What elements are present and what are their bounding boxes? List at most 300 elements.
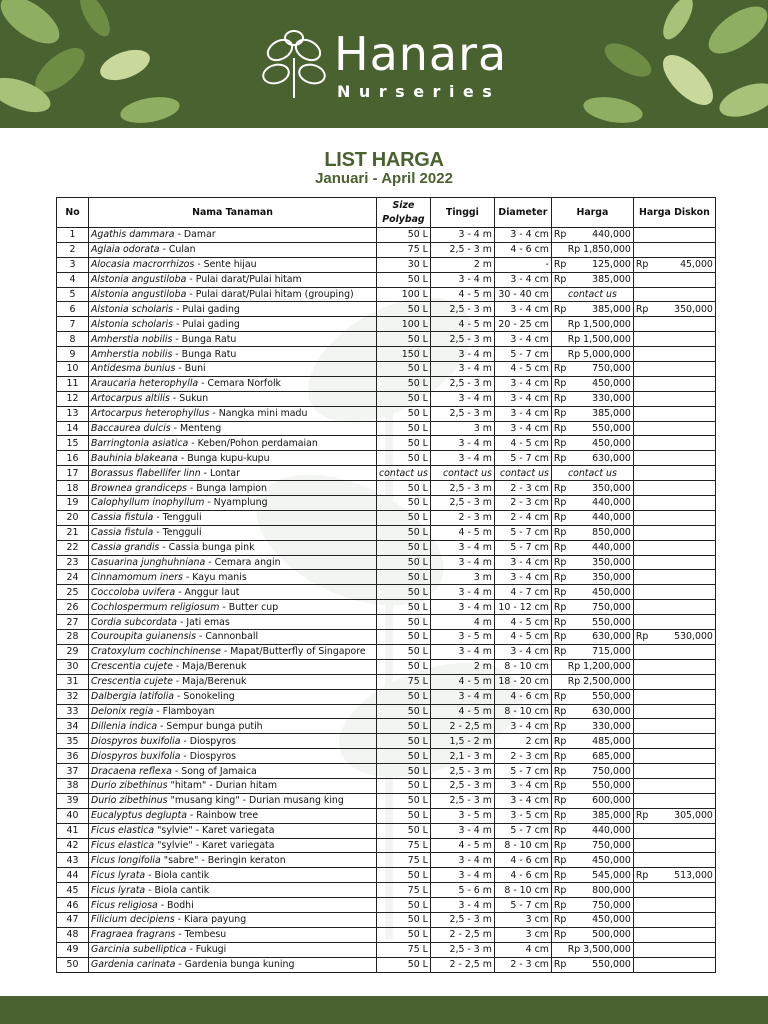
cell-diskon	[633, 451, 715, 466]
cell-diameter	[494, 630, 551, 645]
table-row	[57, 942, 716, 957]
tinggi-value: 2,5 - 3 m	[449, 914, 492, 926]
price-value: 550,000	[592, 691, 631, 703]
cell-harga	[551, 451, 633, 466]
cell-size	[377, 674, 431, 689]
cell-diskon	[633, 421, 715, 436]
row-number: 42	[66, 839, 79, 851]
discount-value: 350,000	[674, 303, 713, 315]
latin-name: Amherstia nobilis	[91, 333, 173, 345]
cell-name	[89, 927, 377, 942]
cell-name	[89, 644, 377, 659]
cell-harga	[551, 540, 633, 555]
size-value: 50 L	[407, 631, 428, 643]
price-value: Rp 1,500,000	[567, 333, 631, 345]
cell-diskon	[633, 734, 715, 749]
cell-name	[89, 793, 377, 808]
size-value: 50 L	[407, 691, 428, 703]
row-number: 16	[66, 452, 79, 464]
cell-no	[57, 317, 89, 332]
table-row	[57, 451, 716, 466]
cell-tinggi	[430, 451, 494, 466]
cell-harga	[551, 570, 633, 585]
cell-tinggi	[430, 585, 494, 600]
size-value: 100 L	[401, 289, 428, 300]
common-name: - Cemara Norfolk	[198, 378, 281, 390]
cell-harga	[551, 391, 633, 406]
cell-name	[89, 376, 377, 391]
size-value: 50 L	[407, 765, 428, 777]
price-currency: Rp	[553, 393, 567, 405]
latin-name: Gardenia carinata	[91, 959, 176, 971]
tinggi-value: 3 - 4 m	[458, 229, 492, 241]
table-row	[57, 898, 716, 913]
latin-name: Garcinia subelliptica	[91, 944, 187, 956]
diameter-value: 3 - 4 cm	[510, 274, 549, 286]
cell-tinggi	[430, 242, 494, 257]
price-value: 750,000	[592, 601, 631, 613]
size-value: 50 L	[407, 646, 428, 658]
row-number: 14	[66, 423, 79, 435]
column-header-harga: Harga	[551, 198, 633, 228]
discount-value: 530,000	[674, 631, 713, 643]
cell-diameter	[494, 510, 551, 525]
cell-no	[57, 689, 89, 704]
cell-diskon	[633, 510, 715, 525]
cell-no	[57, 764, 89, 779]
common-name: - Bunga lampion	[186, 482, 267, 494]
cell-tinggi	[430, 600, 494, 615]
price-value: 450,000	[592, 914, 631, 926]
tinggi-value: 4 - 5 m	[458, 705, 492, 717]
cell-tinggi	[430, 793, 494, 808]
cell-tinggi	[430, 496, 494, 511]
common-name: - Cemara angin	[205, 557, 281, 569]
table-row	[57, 734, 716, 749]
diameter-value: contact us	[500, 467, 549, 479]
price-currency: Rp	[553, 586, 567, 598]
tinggi-value: 3 - 4 m	[458, 452, 492, 464]
cell-size	[377, 302, 431, 317]
cell-size	[377, 362, 431, 377]
common-name: "sabre" - Beringin keraton	[160, 854, 286, 866]
cell-size	[377, 257, 431, 272]
size-value: 50 L	[407, 899, 428, 911]
latin-name: Cratoxylum cochinchinense	[91, 646, 221, 658]
cell-tinggi	[430, 272, 494, 287]
table-row	[57, 481, 716, 496]
tinggi-value: 3 - 4 m	[458, 393, 492, 405]
cell-no	[57, 600, 89, 615]
cell-diskon	[633, 287, 715, 302]
cell-no	[57, 734, 89, 749]
discount-currency: Rp	[635, 303, 649, 315]
price-currency: Rp	[553, 869, 567, 881]
cell-size	[377, 749, 431, 764]
cell-diskon	[633, 332, 715, 347]
cell-size	[377, 317, 431, 332]
size-value: 50 L	[407, 512, 428, 524]
cell-name	[89, 570, 377, 585]
common-name: "sylvie" - Karet variegata	[154, 825, 275, 837]
cell-tinggi	[430, 570, 494, 585]
price-currency: Rp	[553, 542, 567, 554]
cell-tinggi	[430, 615, 494, 630]
cell-tinggi	[430, 421, 494, 436]
cell-diskon	[633, 481, 715, 496]
row-number: 45	[66, 884, 79, 896]
common-name: - Sonokeling	[174, 691, 235, 703]
price-value: 630,000	[592, 631, 631, 643]
cell-harga	[551, 257, 633, 272]
tinggi-value: 3 - 4 m	[458, 601, 492, 613]
diameter-value: 4 - 5 cm	[510, 616, 549, 628]
cell-no	[57, 362, 89, 377]
common-name: "hitam" - Durian hitam	[167, 780, 278, 792]
cell-size	[377, 451, 431, 466]
cell-tinggi	[430, 525, 494, 540]
cell-harga	[551, 406, 633, 421]
row-number: 41	[66, 825, 79, 837]
price-currency: Rp	[553, 423, 567, 435]
cell-diskon	[633, 317, 715, 332]
common-name: - Nangka mini madu	[209, 408, 308, 420]
cell-harga	[551, 510, 633, 525]
common-name: - Mapat/Butterfly of Singapore	[220, 646, 366, 658]
tinggi-value: 3 - 4 m	[458, 899, 492, 911]
cell-harga	[551, 332, 633, 347]
cell-tinggi	[430, 376, 494, 391]
size-value: 100 L	[401, 318, 428, 330]
cell-tinggi	[430, 808, 494, 823]
diameter-value: 5 - 7 cm	[510, 452, 549, 464]
cell-harga	[551, 496, 633, 511]
price-value: 600,000	[592, 795, 631, 807]
common-name: - Cannonball	[195, 631, 259, 643]
common-name: - Pulai gading	[173, 303, 240, 315]
price-currency: Rp	[553, 512, 567, 524]
diameter-value: 20 - 25 cm	[498, 318, 549, 330]
row-number: 50	[66, 959, 79, 971]
cell-size	[377, 510, 431, 525]
cell-diameter	[494, 704, 551, 719]
latin-name: Alstonia scholaris	[91, 318, 173, 330]
size-value: 75 L	[407, 944, 428, 956]
tinggi-value: 2 - 2,5 m	[449, 720, 492, 732]
row-number: 38	[66, 780, 79, 792]
cell-harga	[551, 793, 633, 808]
cell-diskon	[633, 719, 715, 734]
cell-name	[89, 719, 377, 734]
cell-no	[57, 332, 89, 347]
cell-tinggi	[430, 555, 494, 570]
cell-name	[89, 510, 377, 525]
cell-no	[57, 287, 89, 302]
tinggi-value: 4 - 5 m	[458, 527, 492, 539]
table-row	[57, 496, 716, 511]
row-number: 5	[69, 289, 76, 300]
cell-name	[89, 838, 377, 853]
price-value: 450,000	[592, 586, 631, 598]
price-value: 440,000	[592, 512, 631, 524]
cell-diameter	[494, 570, 551, 585]
tinggi-value: 2 - 3 m	[458, 512, 492, 524]
price-value: contact us	[567, 467, 617, 479]
cell-diameter	[494, 808, 551, 823]
latin-name: Ficus elastica	[91, 825, 155, 837]
latin-name: Amherstia nobilis	[91, 348, 173, 360]
cell-no	[57, 957, 89, 972]
size-value: 75 L	[407, 244, 428, 256]
cell-name	[89, 451, 377, 466]
cell-diameter	[494, 600, 551, 615]
cell-diameter	[494, 376, 551, 391]
diameter-value: 30 - 40 cm	[498, 289, 549, 300]
cell-diameter	[494, 778, 551, 793]
price-currency: Rp	[553, 839, 567, 851]
price-value: 550,000	[592, 423, 631, 435]
price-value: 440,000	[592, 497, 631, 509]
size-value: 75 L	[407, 839, 428, 851]
brand-logo	[258, 28, 528, 108]
common-name: - Nyamplung	[204, 497, 268, 509]
table-row	[57, 272, 716, 287]
cell-no	[57, 570, 89, 585]
cell-harga	[551, 853, 633, 868]
latin-name: Ficus lyrata	[91, 869, 146, 881]
price-currency: Rp	[553, 229, 567, 241]
common-name: - Sente hijau	[194, 259, 257, 271]
tinggi-value: 2,5 - 3 m	[449, 795, 492, 807]
cell-diameter	[494, 481, 551, 496]
row-number: 6	[69, 303, 76, 315]
tinggi-value: 3 - 4 m	[458, 825, 492, 837]
table-row	[57, 957, 716, 972]
cell-name	[89, 942, 377, 957]
cell-tinggi	[430, 228, 494, 243]
table-row	[57, 317, 716, 332]
cell-tinggi	[430, 391, 494, 406]
size-value: 50 L	[407, 378, 428, 390]
row-number: 33	[66, 705, 79, 717]
row-number: 13	[66, 408, 79, 420]
cell-size	[377, 466, 431, 481]
common-name: - Bunga kupu-kupu	[177, 452, 270, 464]
diameter-value: 3 - 4 cm	[510, 557, 549, 569]
cell-diameter	[494, 525, 551, 540]
tinggi-value: 4 - 5 m	[458, 676, 492, 688]
cell-diskon	[633, 644, 715, 659]
diameter-value: 4 - 5 cm	[510, 363, 549, 375]
row-number: 48	[66, 929, 79, 941]
cell-no	[57, 228, 89, 243]
cell-harga	[551, 600, 633, 615]
cell-harga	[551, 749, 633, 764]
tinggi-value: 3 - 4 m	[458, 557, 492, 569]
column-header-tinggi: Tinggi	[430, 198, 494, 228]
price-value: 550,000	[592, 780, 631, 792]
cell-name	[89, 749, 377, 764]
price-currency: Rp	[553, 571, 567, 583]
price-value: 550,000	[592, 616, 631, 628]
cell-harga	[551, 272, 633, 287]
price-value: 630,000	[592, 452, 631, 464]
common-name: "musang king" - Durian musang king	[167, 795, 344, 807]
latin-name: Ficus elastica	[91, 839, 155, 851]
common-name: - Tengguli	[153, 512, 202, 524]
cell-diameter	[494, 912, 551, 927]
price-value: 330,000	[592, 720, 631, 732]
table-row	[57, 719, 716, 734]
cell-size	[377, 615, 431, 630]
cell-harga	[551, 734, 633, 749]
cell-diameter	[494, 466, 551, 481]
price-currency: Rp	[553, 795, 567, 807]
cell-diskon	[633, 570, 715, 585]
discount-currency: Rp	[635, 869, 649, 881]
diameter-value: 3 - 4 cm	[510, 720, 549, 732]
table-row	[57, 302, 716, 317]
cell-no	[57, 540, 89, 555]
cell-harga	[551, 883, 633, 898]
cell-size	[377, 898, 431, 913]
diameter-value: 5 - 7 cm	[510, 899, 549, 911]
cell-harga	[551, 868, 633, 883]
diameter-value: 18 - 20 cm	[498, 676, 549, 688]
cell-tinggi	[430, 659, 494, 674]
price-value: 800,000	[592, 884, 631, 896]
diameter-value: 4 - 7 cm	[510, 586, 549, 598]
table-row	[57, 644, 716, 659]
cell-size	[377, 644, 431, 659]
latin-name: Aglaia odorata	[91, 244, 160, 256]
table-row	[57, 689, 716, 704]
cell-size	[377, 228, 431, 243]
cell-diameter	[494, 615, 551, 630]
price-value: 330,000	[592, 393, 631, 405]
latin-name: Calophyllum inophyllum	[91, 497, 205, 509]
cell-no	[57, 466, 89, 481]
common-name: - Gardenia bunga kuning	[175, 959, 295, 971]
latin-name: Artocarpus heterophyllus	[91, 408, 210, 420]
latin-name: Diospyros buxifolia	[91, 735, 181, 747]
table-row	[57, 912, 716, 927]
cell-diskon	[633, 957, 715, 972]
size-value: 50 L	[407, 795, 428, 807]
diameter-value: 8 - 10 cm	[504, 661, 549, 673]
cell-diskon	[633, 749, 715, 764]
cell-tinggi	[430, 257, 494, 272]
common-name: "sylvie" - Karet variegata	[154, 839, 275, 851]
cell-diameter	[494, 287, 551, 302]
cell-size	[377, 942, 431, 957]
tinggi-value: 4 - 5 m	[458, 289, 492, 300]
cell-no	[57, 793, 89, 808]
latin-name: Ficus longifolia	[91, 854, 161, 866]
cell-tinggi	[430, 332, 494, 347]
discount-currency: Rp	[635, 631, 649, 643]
cell-no	[57, 704, 89, 719]
cell-harga	[551, 525, 633, 540]
cell-tinggi	[430, 778, 494, 793]
cell-size	[377, 376, 431, 391]
tinggi-value: 3 - 4 m	[458, 542, 492, 554]
latin-name: Couroupita guianensis	[91, 631, 196, 643]
cell-harga	[551, 228, 633, 243]
cell-diameter	[494, 317, 551, 332]
cell-name	[89, 659, 377, 674]
cell-name	[89, 525, 377, 540]
cell-name	[89, 421, 377, 436]
cell-tinggi	[430, 362, 494, 377]
diameter-value: 4 cm	[525, 944, 549, 956]
size-value: 50 L	[407, 825, 428, 837]
cell-no	[57, 421, 89, 436]
tinggi-value: 3 - 4 m	[458, 437, 492, 449]
price-value: Rp 5,000,000	[567, 348, 631, 360]
table-row	[57, 600, 716, 615]
price-value: 440,000	[592, 542, 631, 554]
cell-tinggi	[430, 734, 494, 749]
row-number: 19	[66, 497, 79, 509]
cell-harga	[551, 942, 633, 957]
size-value: 75 L	[407, 854, 428, 866]
size-value: 50 L	[407, 229, 428, 241]
table-row	[57, 883, 716, 898]
table-row	[57, 704, 716, 719]
price-value: 850,000	[592, 527, 631, 539]
leaf-logo-icon	[258, 28, 330, 100]
cell-name	[89, 317, 377, 332]
price-currency: Rp	[553, 408, 567, 420]
cell-size	[377, 764, 431, 779]
row-number: 39	[66, 795, 79, 807]
cell-tinggi	[430, 853, 494, 868]
size-value: 50 L	[407, 303, 428, 315]
cell-diameter	[494, 362, 551, 377]
diameter-value: 2 - 4 cm	[510, 512, 549, 524]
diameter-value: 3 cm	[525, 929, 549, 941]
row-number: 11	[66, 378, 79, 390]
row-number: 49	[66, 944, 79, 956]
cell-tinggi	[430, 644, 494, 659]
price-currency: Rp	[553, 914, 567, 926]
row-number: 2	[69, 244, 76, 256]
cell-name	[89, 257, 377, 272]
tinggi-value: 2,5 - 3 m	[449, 497, 492, 509]
cell-no	[57, 778, 89, 793]
latin-name: Bauhinia blakeana	[91, 452, 178, 464]
row-number: 37	[66, 765, 79, 777]
cell-tinggi	[430, 868, 494, 883]
price-currency: Rp	[553, 557, 567, 569]
tinggi-value: 3 m	[473, 571, 492, 583]
cell-no	[57, 436, 89, 451]
cell-harga	[551, 778, 633, 793]
cell-name	[89, 674, 377, 689]
cell-diameter	[494, 689, 551, 704]
price-currency: Rp	[553, 378, 567, 390]
size-value: 50 L	[407, 557, 428, 569]
diameter-value: 3 - 4 cm	[510, 229, 549, 241]
leaf-decoration-right-icon	[568, 0, 768, 128]
diameter-value: 8 - 10 cm	[504, 884, 549, 896]
size-value: 75 L	[407, 676, 428, 688]
discount-currency: Rp	[635, 259, 649, 271]
cell-no	[57, 868, 89, 883]
cell-name	[89, 406, 377, 421]
cell-no	[57, 674, 89, 689]
